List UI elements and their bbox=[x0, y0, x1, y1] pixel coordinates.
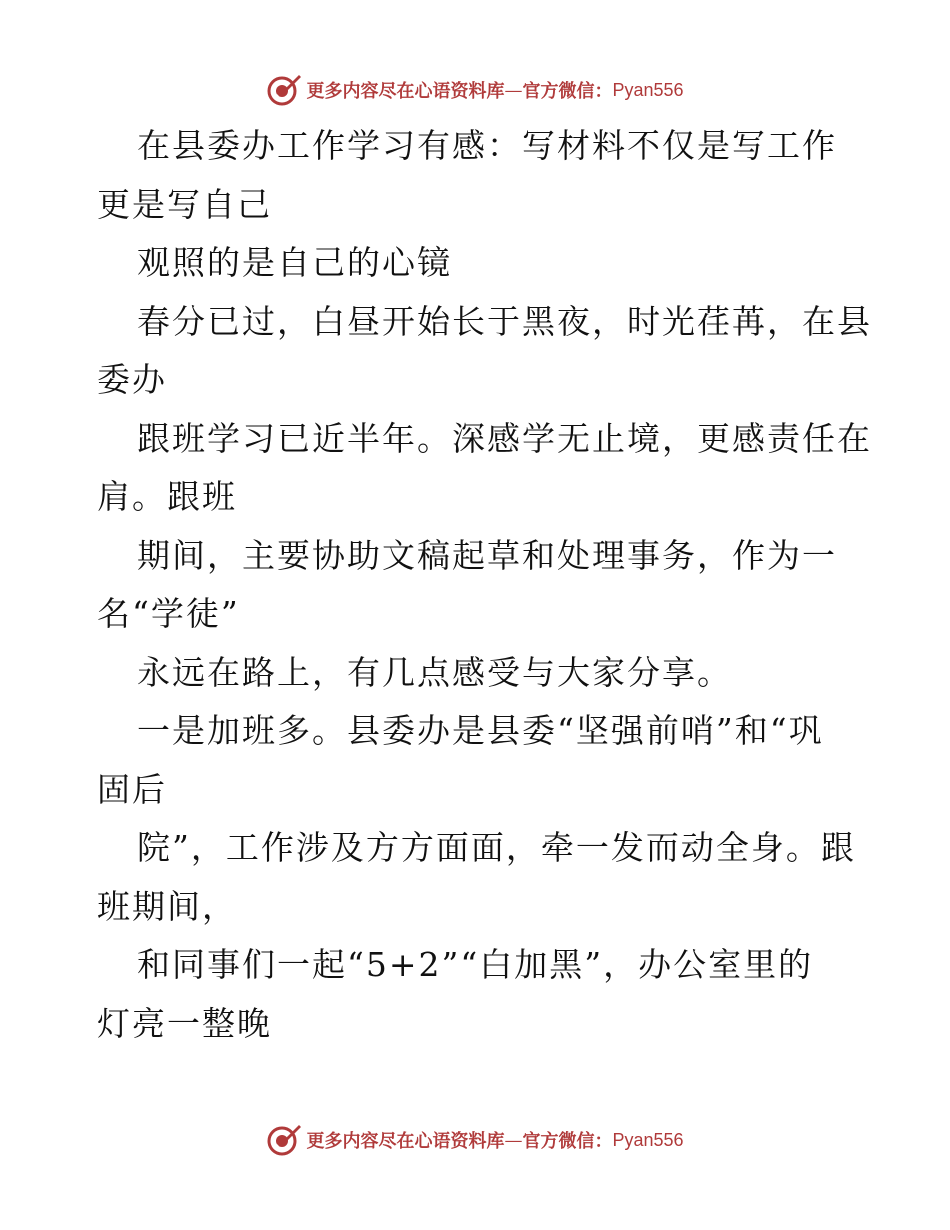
article-body bbox=[97, 117, 872, 1053]
pen-logo-icon bbox=[266, 1122, 302, 1158]
body-line: 在县委办工作学习有感：写材料不仅是写工作 bbox=[137, 126, 837, 165]
body-line: 院”，工作涉及方方面面，牵一发而动全身。跟 bbox=[137, 828, 856, 867]
body-line: 更是写自己 bbox=[97, 184, 272, 224]
banner-separator: — bbox=[504, 79, 523, 101]
body-line: 固后 bbox=[97, 769, 167, 809]
body-line: 跟班学习已近半年。深感学无止境，更感责任在 bbox=[137, 418, 872, 458]
body-line: 名“学徒” bbox=[97, 594, 240, 633]
pen-logo-icon bbox=[266, 72, 302, 108]
body-line: 春分已过，白昼开始长于黑夜，时光荏苒，在县 bbox=[137, 301, 872, 341]
banner-suffix: 官方微信： bbox=[522, 1131, 613, 1152]
banner-separator: — bbox=[504, 1129, 523, 1151]
banner-handle: Pyan556 bbox=[612, 1129, 684, 1150]
body-line: 灯亮一整晚 bbox=[97, 1003, 272, 1043]
body-line: 期间，主要协助文稿起草和处理事务，作为一 bbox=[137, 535, 837, 575]
body-line: 和同事们一起“5+2”“白加黑”，办公室里的 bbox=[137, 945, 814, 984]
banner-handle: Pyan556 bbox=[612, 79, 684, 100]
banner-text: 更多内容尽在心语资料库 bbox=[306, 1131, 505, 1152]
body-line: 一是加班多。县委办是县委“坚强前哨”和“巩 bbox=[137, 711, 824, 750]
header-banner bbox=[0, 70, 950, 110]
footer-banner bbox=[0, 1120, 950, 1160]
body-line: 肩。跟班 bbox=[97, 477, 237, 516]
body-line: 观照的是自己的心镜 bbox=[137, 243, 452, 282]
body-line: 委办 bbox=[97, 360, 167, 399]
body-line: 班期间， bbox=[97, 886, 237, 926]
banner-text: 更多内容尽在心语资料库 bbox=[306, 81, 505, 102]
banner-suffix: 官方微信： bbox=[522, 81, 613, 102]
body-line: 永远在路上，有几点感受与大家分享。 bbox=[137, 652, 732, 692]
